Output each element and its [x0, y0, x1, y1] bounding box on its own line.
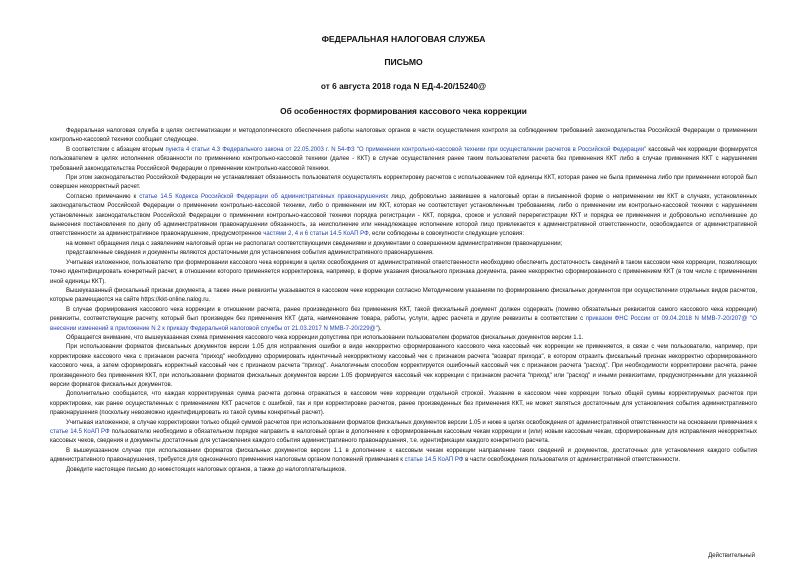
paragraph: [50, 174, 757, 193]
agency-title: ФЕДЕРАЛЬНАЯ НАЛОГОВАЯ СЛУЖБА: [321, 34, 486, 44]
paragraph-text: Согласно примечанию к: [66, 193, 140, 200]
paragraph: [50, 240, 757, 249]
paragraph-text: Обращается внимание, что вышеуказанная схема применения кассового чека коррекции допустима при использовании пользователем форматов фискальных документов версии 1.1.: [66, 334, 584, 341]
paragraph-text: представленные сведения и документы являются достаточными для установления события административного правонарушения.: [66, 250, 434, 257]
paragraph-text: в части освобождения пользователя от административной ответственности.: [463, 457, 681, 464]
legal-reference-link[interactable]: статье 14.5 КоАП РФ: [50, 429, 110, 435]
paragraph-text: , если соблюдены в совокупности следующие условия:: [368, 231, 525, 238]
legal-reference-link[interactable]: частями 2, 4 и 6 статьи 14.5 КоАП РФ: [263, 231, 369, 238]
paragraph-text: Вышеуказанный фискальный признак документа, а также иные реквизиты указываются в кассовом чеке коррекции согласно Методическим указаниям по формированию фискальных документов при осуществлении отдельных видов расчетов, которые размещаются на сайте https://kkt-online.nalog.ru.: [50, 287, 757, 304]
paragraph-text: ).: [377, 325, 382, 332]
document-type: ПИСЬМО: [384, 57, 423, 67]
paragraph: [50, 146, 757, 174]
paragraph: [50, 447, 757, 466]
paragraph-text: Дополнительно сообщается, что каждая корректируемая сумма расчета должна отражаться в кассовом чеке коррекции отдельной строкой. Указание в кассовом чеке коррекции только общей суммы корректируемых расчетов при корректировке, как ранее осуществленных с применением ККТ расчетов с ошибкой, так и при корректировке расчетов, ранее произведенных без применения ККТ, не может являться достаточным для установления события административного правонарушения (поскольку невозможно идентифицировать из такой суммы конкретный расчет).: [50, 391, 757, 417]
paragraph: [50, 390, 757, 418]
paragraph-text: пользователю необходимо в обязательном порядке направить в налоговый орган в дополнение к сформированным кассовым чекам коррекции и (или) новым кассовым чекам, сформированным для исправления некорректных кассовых чеков, сведения и документы достаточные для установления каждого события административного правонарушения, т.е. идентификации каждого конкретного расчета.: [50, 429, 758, 445]
paragraph-text: При использовании форматов фискальных документов версии 1.05 для исправления ошибки в виде некорректно сформированного кассового чека кассовый чек коррекции не применяется, в связи с чем пользователю, например, при корректировке кассового чека с признаком расчета "приход" необходимо сформировать идентичный некорректному кассовый чек с признаком расчета "возврат прихода", в котором отразить фискальный признак некорректно сформированного кассового чека, а затем сформировать корректный кассовый чек с признаком расчета "приход". Аналогичным способом корректируется ошибочный кассовый чек с признаком расчета "расход". При необходимости корректировки расчета, ранее произведенного без применения ККТ, при использовании форматов фискальных документов версии 1.05 формируется кассовый чек коррекции с признаком расчета "приход" или "расход" и иными реквизитами, предусмотренными для указанной версии форматов фискальных документов.: [50, 344, 757, 388]
paragraph-text: В случае формирования кассового чека коррекции в отношении расчета, ранее произведенного без применения ККТ, такой фискальный документ должен содержать (помимо обязательных реквизитов самого кассового чека коррекции) реквизиты, соответствующие расчету, который был произведен без применения ККТ (дата, наименование товара, работы, услуги, адрес расчета и другие реквизиты в соответствии с: [50, 306, 757, 323]
paragraph: [50, 287, 757, 306]
legal-reference-link[interactable]: пункта 4 статьи 4.3 Федерального закона от 22.05.2003 г. N 54-ФЗ "О применении контрольно-кассовой техники при осуществлении расчетов в Российской Федерации": [165, 146, 647, 153]
paragraph: [50, 127, 757, 146]
document-date-number: от 6 августа 2018 года N ЕД-4-20/15240@: [320, 81, 487, 91]
paragraph-text: Учитывая изложенное, в случае корректировки только общей суммой расчетов при использовании форматов фискальных документов версии 1.05 и ниже в целях освобождения от административной ответственности на основании примечания к: [66, 419, 757, 426]
paragraph: [50, 419, 757, 447]
paragraph-text: Федеральная налоговая служба в целях систематизации и методологического обеспечения работы налоговых органов в части осуществления контроля за соблюдением требований законодательства Российской Федерации о применении контрольно-кассовой техники сообщает следующее.: [50, 128, 757, 144]
paragraph: [50, 193, 757, 240]
paragraph-text: лицо, добровольно заявившее в налоговый орган в письменной форме о неприменении им ККТ в случаях, установленных законодательством Российской Федерации о применении контрольно-кассовой техники, либо о применении им ККТ, которая не соответствует установленным требованиям, либо о применении им контрольно-кассовой техники с нарушением установленных законодательством Российской Федерации о применении контрольно-кассовой техники порядка регистрации - ККТ, порядка, сроков и условий перерегистрации ККТ и порядка ее применения и добровольно исполнившее до вынесения постановления по делу об административном правонарушении обязанность, за неисполнение или ненадлежащее исполнение которой лицо привлекается к административной ответственности, освобождается от административной ответственности за административное правонарушение, предусмотренное: [50, 193, 757, 238]
legal-reference-link[interactable]: статье 14.5 КоАП РФ: [404, 457, 464, 464]
paragraph: [50, 249, 757, 258]
legal-reference-link[interactable]: приказом ФНС России от 09.04.2018 N ММВ-7-20/207@ "О внесении изменений в приложение N 2 к приказу Федеральной налоговой службы от 21.03.2017 N ММВ-7-20/229@": [50, 316, 757, 332]
paragraph-text: При этом законодательство Российской Федерации не устанавливает обязанность пользователя осуществлять корректировку расчетов с использованием той единицы ККТ, которая ранее не была применена либо при применении которой был совершен некорректный расчет.: [50, 175, 757, 191]
paragraph: [50, 259, 757, 287]
paragraph: [50, 343, 757, 390]
paragraph-text: Учитывая изложенное, пользователю при формировании кассового чека коррекции в целях освобождения от административной ответственности необходимо обеспечить достаточность сведений в таком кассовом чеке коррекции, позволяющих точно идентифицировать конкретный расчет, в отношении которого применяется корректировка, например, в форме указания фискального признака документа, ранее некорректно сформированного с применением ККТ (в том числе с применением иной единицы ККТ).: [50, 259, 757, 285]
letter-body: [50, 127, 757, 475]
legal-reference-link[interactable]: статье 14.5 Кодекса Российской Федерации об административных правонарушениях: [139, 193, 389, 200]
paragraph: [50, 306, 757, 334]
paragraph-text: В вышеуказанном случае при использовании форматов фискальных документов версии 1.1 в дополнение к кассовым чекам коррекции направление таких сведений и документов, достаточных для установления каждого события административного правонарушения, требуется для однозначного применения налоговым органом положений примечания к: [50, 447, 757, 464]
paragraph-text: В соответствии с абзацем вторым: [66, 146, 166, 153]
paragraph-text: кассовый чек коррекции формируется пользователем в целях исполнения обязанности по применению контрольно-кассовой техники (далее - ККТ) в случае осуществления ранее таким пользователем расчета без применения ККТ либо в случае применения ККТ с нарушением требований законодательства Российской Федерации о применении контрольно-кассовой техники.: [50, 146, 757, 172]
document-status: Действительный: [708, 553, 755, 559]
paragraph: [50, 466, 757, 475]
paragraph: [50, 334, 757, 343]
document-subject: Об особенностях формирования кассового чека коррекции: [280, 106, 527, 116]
paragraph-text: Доведите настоящее письмо до нижестоящих налоговых органов, а также до налогоплательщиков.: [66, 466, 347, 473]
paragraph-text: на момент обращения лица с заявлением налоговый орган не располагал соответствующими сведениями и документами о совершенном административном правонарушении;: [66, 240, 563, 247]
